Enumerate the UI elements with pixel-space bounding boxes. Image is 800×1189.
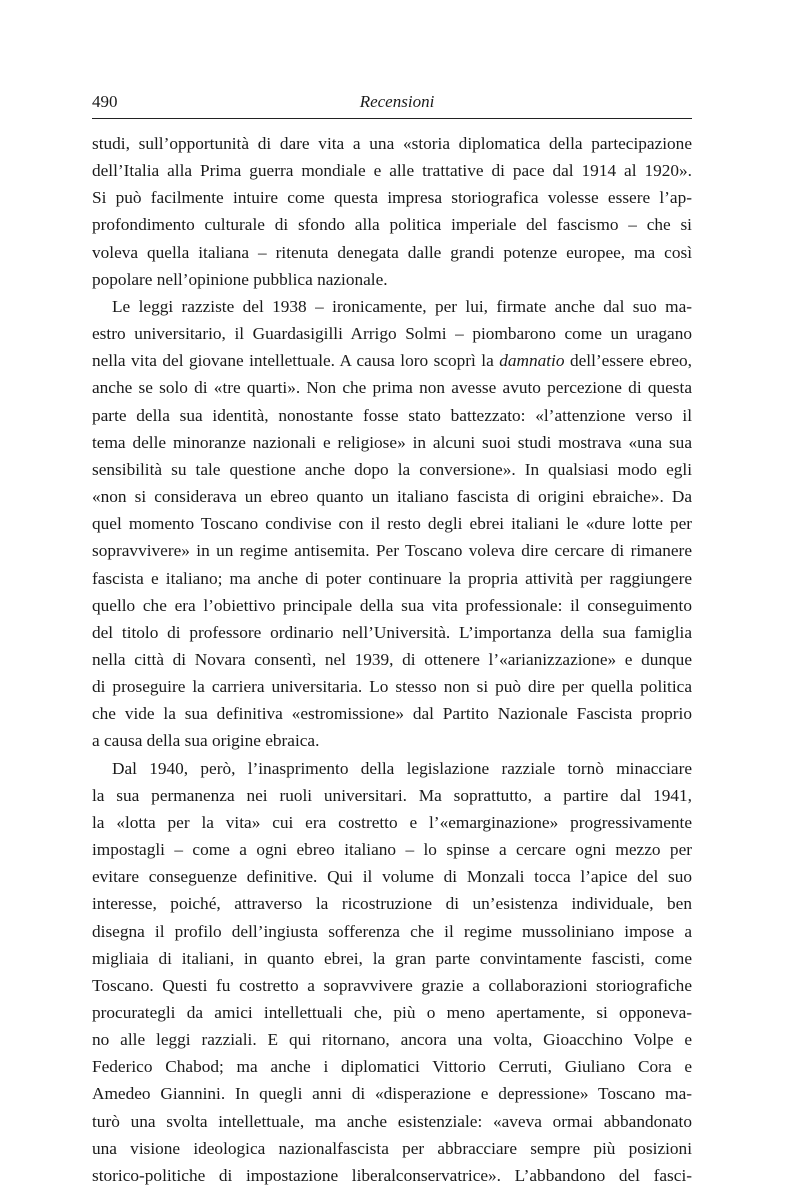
text-line: estro universitario, il Guardasigilli Arrigo Solmi – piombarono come un uragano <box>92 324 692 344</box>
text-segment: nella vita del giovane intellettuale. A causa loro scoprì la <box>92 351 500 371</box>
text-line: Amedeo Giannini. In quegli anni di «disperazione e depressione» Toscano ma- <box>92 1084 692 1104</box>
text-line: parte della sua identità, nonostante fosse stato battezzato: «l’attenzione verso il <box>92 405 692 425</box>
text-line: Le leggi razziste del 1938 – ironicamente, per lui, firmate anche dal suo ma- <box>112 296 692 316</box>
text-segment: dell’essere ebreo, <box>564 351 692 371</box>
header-rule <box>92 118 692 119</box>
text-line: Dal 1940, però, l’inasprimento della legislazione razziale tornò minacciare <box>112 758 692 778</box>
text-line-with-italic <box>92 347 692 374</box>
text-line: di proseguire la carriera universitaria. Lo stesso non si può dire per quella politica <box>92 677 692 697</box>
text-line: «non si considerava un ebreo quanto un italiano fascista di origini ebraiche». Da <box>92 487 692 507</box>
book-page <box>92 92 692 1189</box>
text-line: studi, sull’opportunità di dare vita a una «storia diplomatica della partecipazione <box>92 134 692 153</box>
text-line: tema delle minoranze nazionali e religiose» in alcuni suoi studi mostrava «una sua <box>92 432 692 452</box>
text-line: migliaia di italiani, in quanto ebrei, la gran parte convintamente fascisti, come <box>92 948 692 968</box>
text-line: evitare conseguenze definitive. Qui il volume di Monzali tocca l’apice del suo <box>92 867 692 887</box>
text-line: profondimento culturale di sfondo alla politica imperiale del fascismo – che si <box>92 215 692 235</box>
text-line: Toscano. Questi fu costretto a sopravvivere grazie a collaborazioni storiografiche <box>92 975 692 995</box>
text-line: storico-politiche di impostazione liberalconservatrice». L’abbandono del fasci- <box>92 1165 692 1185</box>
paragraph-1 <box>92 130 692 293</box>
text-line: che vide la sua definitiva «estromissione» dal Partito Nazionale Fascista proprio <box>92 704 692 724</box>
text-line: nella città di Novara consentì, nel 1939, di ottenere l’«arianizzazione» e dunque <box>92 649 692 669</box>
text-line: fascista e italiano; ma anche di poter continuare la propria attività per raggiungere <box>92 568 692 588</box>
text-line: una visione ideologica nazionalfascista per abbracciare sempre più posizioni <box>92 1138 692 1158</box>
text-line: no alle leggi razziali. E qui ritornano, ancora una volta, Gioacchino Volpe e <box>92 1030 692 1050</box>
text-line: Federico Chabod; ma anche i diplomatici Vittorio Cerruti, Giuliano Cora e <box>92 1057 692 1077</box>
text-line: anche se solo di «tre quarti». Non che prima non avesse avuto percezione di questa <box>92 378 692 398</box>
text-line: la sua permanenza nei ruoli universitari. Ma soprattutto, a partire dal 1941, <box>92 785 692 805</box>
text-line: sensibilità su tale questione anche dopo la conversione». In qualsiasi modo egli <box>92 459 692 479</box>
review-body <box>92 130 692 1189</box>
text-line: interesse, poiché, attraverso la ricostruzione di un’esistenza individuale, ben <box>92 894 692 914</box>
paragraph-3 <box>92 755 692 1189</box>
text-line: procurategli da amici intellettuali che, più o meno apertamente, si opponeva- <box>92 1003 692 1022</box>
text-line: sopravvivere» in un regime antisemita. Per Toscano voleva dire cercare di rimanere <box>92 541 692 561</box>
page-number: 490 <box>92 92 118 111</box>
italic-term: damnatio <box>499 351 565 371</box>
text-line: dell’Italia alla Prima guerra mondiale e alle trattative di pace dal 1914 al 1920». <box>92 161 692 181</box>
text-line: a causa della sua origine ebraica. <box>92 731 320 751</box>
text-line: del titolo di professore ordinario nell’Università. L’importanza della sua famiglia <box>92 622 692 642</box>
text-line: quello che era l’obiettivo principale della sua vita professionale: il conseguimento <box>92 595 692 615</box>
text-line: la «lotta per la vita» cui era costretto e l’«emarginazione» progressivamente <box>92 812 692 832</box>
text-line: impostagli – come a ogni ebreo italiano – lo spinse a cercare ogni mezzo per <box>92 840 692 860</box>
text-line: Si può facilmente intuire come questa impresa storiografica volesse essere l’ap- <box>92 188 692 208</box>
text-line: quel momento Toscano condivise con il resto degli ebrei italiani le «dure lotte per <box>92 514 692 534</box>
text-line: voleva quella italiana – ritenuta denegata dalle grandi potenze europee, ma così <box>92 242 692 262</box>
running-head <box>92 92 692 118</box>
section-title: Recensioni <box>359 92 435 111</box>
text-line: disegna il profilo dell’ingiusta sofferenza che il regime mussoliniano impose a <box>92 921 692 941</box>
text-line: turò una svolta intellettuale, ma anche esistenziale: «aveva ormai abbandonato <box>92 1111 692 1131</box>
text-line: popolare nell’opinione pubblica nazionale. <box>92 269 388 289</box>
paragraph-2 <box>92 293 692 755</box>
